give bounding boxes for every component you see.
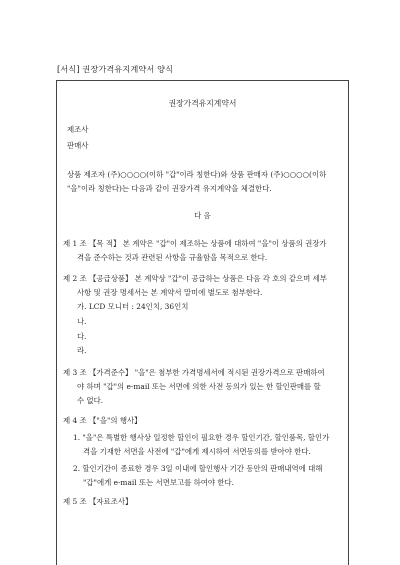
article-2-line-1: 제 2 조 【공급상품】 본 계약상 "갑"이 공급하는 상품은 다음 각 호의 같으며 세부 (63, 274, 327, 283)
contract-title: 권장가격유지계약서 (168, 99, 237, 108)
party-seller: 판매사 (67, 141, 89, 150)
section-heading: 다 음 (194, 211, 211, 220)
article-1-line-2: 격을 준수하는 것과 관련된 사항을 규율함을 목적으로 한다. (77, 253, 268, 262)
article-4-title: 제 4 조 【"을"의 행사】 (63, 416, 142, 425)
article-4-item-1-line-1: 1. "을"은 특별한 행사상 일정한 할인이 필요한 경우 할인기간, 할인품목, 할인가 (73, 433, 330, 442)
article-2-item-4: 라. (77, 346, 87, 355)
article-2-item-3: 다. (77, 332, 87, 341)
article-4-item-1-line-2: 격을 기재한 서면을 사전에 "갑"에게 제시하여 서면동의를 받아야 한다. (83, 447, 311, 456)
article-2-line-2: 사항 및 권장 명세서는 본 계약서 말미에 별도로 첨부한다. (77, 288, 263, 297)
article-2-item-1: 가. LCD 모니터 : 24인치, 36인치 (77, 302, 189, 311)
article-3-line-2: 야 하며 "갑"의 e-mail 또는 서면에 의한 사전 동의가 있는 한 할인판매를 할 (77, 382, 321, 391)
article-2-item-2: 나. (77, 317, 87, 326)
party-manufacturer: 제조사 (67, 125, 89, 134)
article-3-line-3: 수 없다. (77, 396, 104, 405)
article-3-line-1: 제 3 조 【가격준수】 "을"은 첨부한 가격명세서에 적시된 권장가격으로 판매하여 (63, 368, 325, 377)
article-4-item-2-line-2: "갑"에게 e-mail 또는 서면보고를 하여야 한다. (83, 478, 234, 487)
article-1-line-1: 제 1 조 【목 적】 본 계약은 "갑"이 제조하는 상품에 대하여 "을"이 상품의 권장가 (63, 239, 327, 248)
article-4-item-2-line-1: 2. 할인기간이 종료한 경우 3일 이내에 할인행사 기간 동안의 판매내역에 대해 (73, 464, 323, 473)
intro-line-2: "을"이라 칭한다)는 다음과 같이 권장가격 유지계약을 체결한다. (67, 184, 272, 193)
contract-box (56, 80, 349, 565)
document-label: [서식] 권장가격유지계약서 양식 (57, 64, 174, 74)
intro-line-1: 상품 제조자 (주)○○○○(이하 "갑"이라 칭한다)와 상품 판매자 (주)○○○○(이하 (67, 170, 327, 179)
article-5-title: 제 5 조 【자료조사】 (63, 497, 133, 506)
